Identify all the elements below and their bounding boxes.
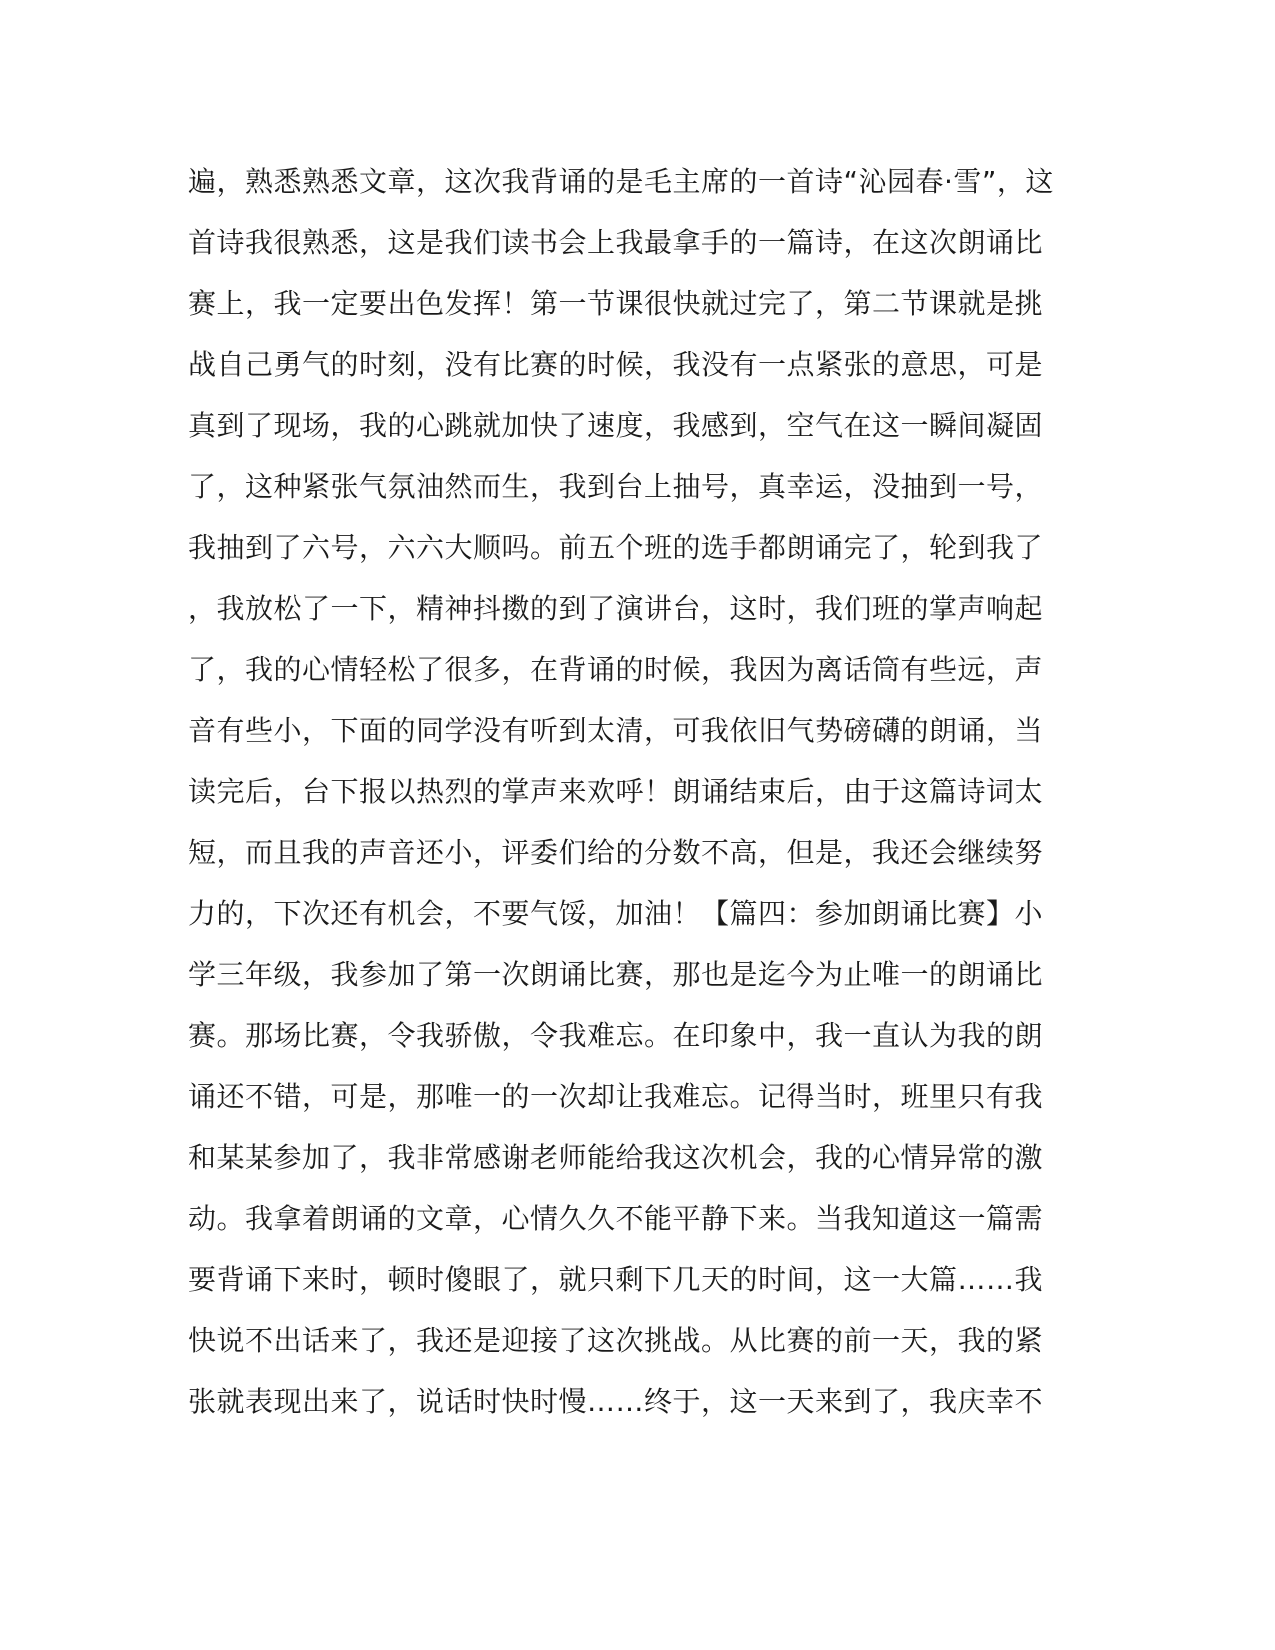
text-line: 赛。那场比赛，令我骄傲，令我难忘。在印象中，我一直认为我的朗	[188, 1019, 1044, 1052]
text-line: 首诗我很熟悉，这是我们读书会上我最拿手的一篇诗，在这次朗诵比	[188, 226, 1044, 259]
text-line: 了，我的心情轻松了很多，在背诵的时候，我因为离话筒有些远，声	[188, 653, 1044, 686]
text-line: 音有些小，下面的同学没有听到太清，可我依旧气势磅礴的朗诵，当	[188, 714, 1044, 747]
body-text	[188, 159, 1068, 1440]
text-line: 短，而且我的声音还小，评委们给的分数不高，但是，我还会继续努	[188, 836, 1044, 869]
text-line: 我抽到了六号，六六大顺吗。前五个班的选手都朗诵完了，轮到我了	[188, 531, 1044, 564]
text-line: 读完后，台下报以热烈的掌声来欢呼！朗诵结束后，由于这篇诗词太	[188, 775, 1044, 808]
text-line: 力的，下次还有机会，不要气馁，加油！【篇四：参加朗诵比赛】小	[188, 897, 1044, 930]
text-line: 学三年级，我参加了第一次朗诵比赛，那也是迄今为止唯一的朗诵比	[188, 958, 1044, 991]
text-line: 动。我拿着朗诵的文章，心情久久不能平静下来。当我知道这一篇需	[188, 1202, 1044, 1235]
text-line: 赛上，我一定要出色发挥！第一节课很快就过完了，第二节课就是挑	[188, 287, 1044, 320]
text-line: 诵还不错，可是，那唯一的一次却让我难忘。记得当时，班里只有我	[188, 1080, 1044, 1113]
text-line: 遍，熟悉熟悉文章，这次我背诵的是毛主席的一首诗“沁园春·雪”，这	[188, 165, 1054, 198]
text-line: 和某某参加了，我非常感谢老师能给我这次机会，我的心情异常的激	[188, 1141, 1044, 1174]
text-line: 张就表现出来了，说话时快时慢……终于，这一天来到了，我庆幸不	[188, 1385, 1044, 1418]
text-line: ，我放松了一下，精神抖擞的到了演讲台，这时，我们班的掌声响起	[188, 592, 1044, 625]
text-line: 要背诵下来时，顿时傻眼了，就只剩下几天的时间，这一大篇……我	[188, 1263, 1044, 1296]
text-line: 快说不出话来了，我还是迎接了这次挑战。从比赛的前一天，我的紧	[188, 1324, 1044, 1357]
text-line: 了，这种紧张气氛油然而生，我到台上抽号，真幸运，没抽到一号，	[188, 470, 1044, 503]
text-line: 真到了现场，我的心跳就加快了速度，我感到，空气在这一瞬间凝固	[188, 409, 1044, 442]
text-line: 战自己勇气的时刻，没有比赛的时候，我没有一点紧张的意思，可是	[188, 348, 1044, 381]
